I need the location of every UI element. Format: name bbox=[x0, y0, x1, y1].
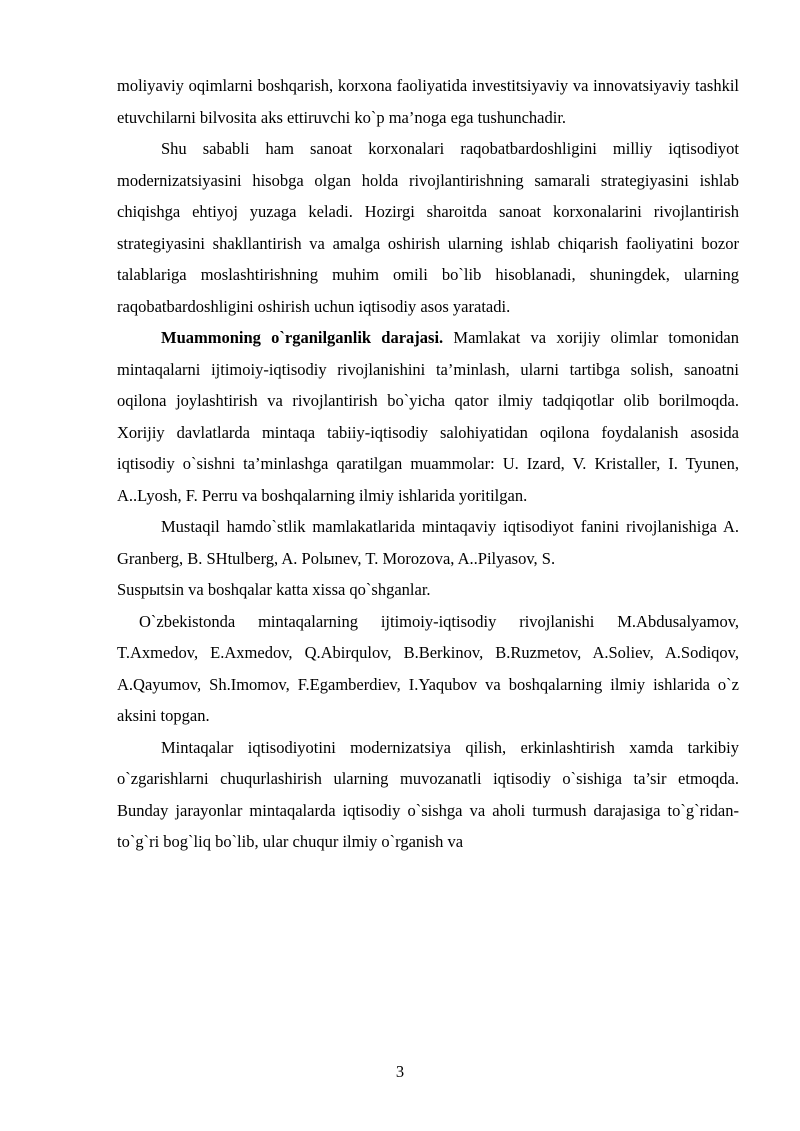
paragraph-strategy: Shu sababli ham sanoat korxonalari raqobatbardoshligini milliy iqtisodiyot modernizatsiyasini hisobga olgan holda rivojlantirishning samarali strategiyasini ishlab chiqishga ehtiyoj yuzaga keladi. Hozirgi sharoitda sanoat korxonalarini rivojlantirish strategiyasini shakllantirish va amalga oshirish ularning ishlab chiqarish faoliyatini bozor talablariga moslashtirishning muhim omili bo`lib hisoblanadi, shuningdek, ularning raqobatbardoshligini oshirish uchun iqtisodiy asos yaratadi. bbox=[117, 139, 739, 316]
page-number: 3 bbox=[395, 1062, 405, 1081]
paragraph-cis-scholars-continued: Suspыtsin va boshqalar katta xissa qo`shganlar. bbox=[117, 580, 431, 599]
paragraph-research-level-text: Mamlakat va xorijiy olimlar tomonidan mintaqalarni ijtimoiy-iqtisodiy rivojlanishini ta’minlash, ularni tartibga solish, sanoatni oqilona joylashtirish va rivojlantirish bo`yicha qator ilmiy tadqiqotlar olib borilmoqda. Xorijiy davlatlarda mintaqa tabiiy-iqtisodiy salohiyatidan oqilona foydalanish asosida iqtisodiy o`sishni ta’minlashga qaratilgan muammolar: U. Izard, V. Kristaller, I. Tyunen, A..Lyosh, F. Perru va boshqalarning ilmiy ishlarida yoritilgan. bbox=[117, 328, 739, 505]
paragraph-cis-scholars: Mustaqil hamdo`stlik mamlakatlarida mintaqaviy iqtisodiyot fanini rivojlanishiga A. Granberg, B. SHtulberg, A. Polыnev, T. Morozova, A..Pilyasov, S. bbox=[117, 517, 739, 568]
paragraph-research-level bbox=[117, 322, 739, 511]
section-heading-inline: Muammoning o`rganilganlik darajasi. bbox=[161, 328, 444, 347]
paragraph-modernization: Mintaqalar iqtisodiyotini modernizatsiya qilish, erkinlashtirish xamda tarkibiy o`zgarishlarni chuqurlashirish ularning muvozanatli iqtisodiy o`sishiga ta’sir etmoqda. Bunday jarayonlar mintaqalarda iqtisodiy o`sishga va aholi turmush darajasiga to`g`ridan-to`g`ri bog`liq bo`lib, ular chuqur ilmiy o`rganish va bbox=[117, 737, 739, 851]
document-page bbox=[117, 70, 739, 858]
paragraph-uzbek-scholars: O`zbekistonda mintaqalarning ijtimoiy-iqtisodiy rivojlanishi M.Abdusalyamov, T.Axmedov, E.Axmedov, Q.Abirqulov, B.Berkinov, B.Ruzmetov, A.Soliev, A.Sodiqov, A.Qayumov, Sh.Imomov, F.Egamberdiev, I.Yaqubov va boshqalarning ilmiy ishlarida o`z aksini topgan. bbox=[117, 611, 739, 725]
paragraph-continuation: moliyaviy oqimlarni boshqarish, korxona faoliyatida investitsiyaviy va innovatsiyaviy tashkil etuvchilarni bilvosita aks ettiruvchi ko`p ma’noga ega tushunchadir. bbox=[117, 76, 739, 127]
